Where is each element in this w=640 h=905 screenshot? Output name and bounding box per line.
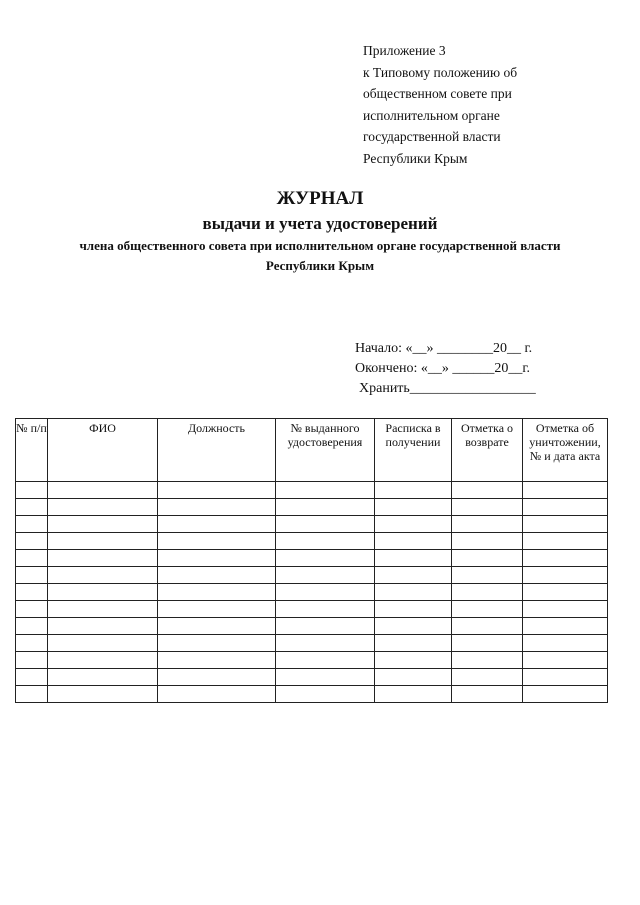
table-cell[interactable] bbox=[523, 567, 608, 584]
table-cell[interactable] bbox=[523, 618, 608, 635]
table-cell[interactable] bbox=[48, 652, 158, 669]
table-cell[interactable] bbox=[276, 516, 375, 533]
appendix-line: исполнительном органе bbox=[363, 107, 500, 123]
table-cell[interactable] bbox=[452, 567, 523, 584]
header-receipt: Расписка в получении bbox=[375, 419, 452, 482]
title-description: члена общественного совета при исполнительном органе государственной власти Республики Крым bbox=[79, 238, 561, 273]
table-cell[interactable] bbox=[48, 686, 158, 703]
table-cell[interactable] bbox=[16, 669, 48, 686]
table-cell[interactable] bbox=[375, 618, 452, 635]
table-cell[interactable] bbox=[375, 567, 452, 584]
table-cell[interactable] bbox=[276, 499, 375, 516]
table-cell[interactable] bbox=[16, 516, 48, 533]
start-date-line: Начало: «__» ________20__ г. bbox=[355, 341, 533, 356]
table-cell[interactable] bbox=[276, 567, 375, 584]
table-cell[interactable] bbox=[16, 482, 48, 499]
table-row bbox=[16, 652, 608, 669]
table-cell[interactable] bbox=[276, 601, 375, 618]
table-row bbox=[16, 550, 608, 567]
table-cell[interactable] bbox=[452, 533, 523, 550]
table-cell[interactable] bbox=[523, 652, 608, 669]
table-cell[interactable] bbox=[48, 533, 158, 550]
header-destruction: Отметка об уничтожении, № и дата акта bbox=[523, 419, 608, 482]
table-cell[interactable] bbox=[375, 516, 452, 533]
keep-line: Хранить__________________ bbox=[359, 381, 536, 396]
table-cell[interactable] bbox=[158, 669, 276, 686]
table-row bbox=[16, 533, 608, 550]
table-cell[interactable] bbox=[452, 550, 523, 567]
table-row bbox=[16, 499, 608, 516]
table-cell[interactable] bbox=[523, 669, 608, 686]
table-row bbox=[16, 618, 608, 635]
table-cell[interactable] bbox=[276, 482, 375, 499]
title-subject: выдачи и учета удостоверений bbox=[202, 214, 438, 233]
table-row bbox=[16, 635, 608, 652]
header-position: Должность bbox=[158, 419, 276, 482]
table-row bbox=[16, 584, 608, 601]
appendix-line: Республики Крым bbox=[363, 150, 468, 166]
table-cell[interactable] bbox=[276, 584, 375, 601]
table-header-row bbox=[16, 419, 608, 482]
table-cell[interactable] bbox=[16, 618, 48, 635]
table-cell[interactable] bbox=[375, 550, 452, 567]
table-cell[interactable] bbox=[16, 601, 48, 618]
appendix-note bbox=[363, 40, 517, 170]
table-cell[interactable] bbox=[48, 584, 158, 601]
table-cell[interactable] bbox=[158, 584, 276, 601]
table-cell[interactable] bbox=[48, 550, 158, 567]
table-cell[interactable] bbox=[158, 482, 276, 499]
table-cell[interactable] bbox=[158, 601, 276, 618]
table-cell[interactable] bbox=[48, 601, 158, 618]
table-cell[interactable] bbox=[16, 499, 48, 516]
table-cell[interactable] bbox=[158, 550, 276, 567]
table-cell[interactable] bbox=[523, 516, 608, 533]
table-cell[interactable] bbox=[16, 686, 48, 703]
table-cell[interactable] bbox=[276, 652, 375, 669]
table-cell[interactable] bbox=[452, 669, 523, 686]
table-cell[interactable] bbox=[523, 601, 608, 618]
header-number: № п/п bbox=[16, 419, 48, 482]
table-cell[interactable] bbox=[375, 499, 452, 516]
table-cell[interactable] bbox=[158, 567, 276, 584]
table-cell[interactable] bbox=[48, 516, 158, 533]
table-cell[interactable] bbox=[276, 686, 375, 703]
table-row bbox=[16, 567, 608, 584]
journal-table bbox=[15, 418, 608, 703]
table-cell[interactable] bbox=[16, 635, 48, 652]
table-cell[interactable] bbox=[48, 669, 158, 686]
header-return: Отметка о возврате bbox=[452, 419, 523, 482]
table-row bbox=[16, 686, 608, 703]
table-cell[interactable] bbox=[375, 669, 452, 686]
document-title bbox=[0, 186, 640, 276]
table-cell[interactable] bbox=[375, 584, 452, 601]
table-body bbox=[16, 482, 608, 703]
table-cell[interactable] bbox=[523, 499, 608, 516]
table-cell[interactable] bbox=[158, 635, 276, 652]
table-cell[interactable] bbox=[375, 533, 452, 550]
table-cell[interactable] bbox=[48, 482, 158, 499]
header-name: ФИО bbox=[48, 419, 158, 482]
table-cell[interactable] bbox=[276, 635, 375, 652]
table-row bbox=[16, 482, 608, 499]
appendix-line: к Типовому положению об bbox=[363, 64, 518, 80]
table-row bbox=[16, 601, 608, 618]
appendix-line: государственной власти bbox=[363, 129, 501, 145]
table-row bbox=[16, 669, 608, 686]
table-cell[interactable] bbox=[48, 499, 158, 516]
table-row bbox=[16, 516, 608, 533]
table-cell[interactable] bbox=[16, 533, 48, 550]
table-cell[interactable] bbox=[158, 516, 276, 533]
table-cell[interactable] bbox=[452, 652, 523, 669]
table-cell[interactable] bbox=[452, 516, 523, 533]
table-cell[interactable] bbox=[523, 550, 608, 567]
table-cell[interactable] bbox=[158, 652, 276, 669]
table-cell[interactable] bbox=[523, 635, 608, 652]
table-cell[interactable] bbox=[523, 686, 608, 703]
table-cell[interactable] bbox=[276, 669, 375, 686]
table-cell[interactable] bbox=[158, 533, 276, 550]
table-cell[interactable] bbox=[276, 618, 375, 635]
table-cell[interactable] bbox=[375, 482, 452, 499]
header-certificate-number: № выданного удостоверения bbox=[276, 419, 375, 482]
table-cell[interactable] bbox=[158, 686, 276, 703]
table-cell[interactable] bbox=[158, 499, 276, 516]
table-cell[interactable] bbox=[452, 499, 523, 516]
table-cell[interactable] bbox=[523, 533, 608, 550]
table-cell[interactable] bbox=[48, 635, 158, 652]
table-cell[interactable] bbox=[523, 584, 608, 601]
table-cell[interactable] bbox=[452, 635, 523, 652]
table-cell[interactable] bbox=[48, 618, 158, 635]
table-cell[interactable] bbox=[452, 584, 523, 601]
table-cell[interactable] bbox=[158, 618, 276, 635]
table-cell[interactable] bbox=[452, 686, 523, 703]
table-cell[interactable] bbox=[452, 618, 523, 635]
table-cell[interactable] bbox=[276, 550, 375, 567]
appendix-line: Приложение 3 bbox=[363, 43, 446, 58]
table-cell[interactable] bbox=[16, 550, 48, 567]
journal-meta bbox=[355, 339, 536, 399]
table-cell[interactable] bbox=[16, 567, 48, 584]
table-cell[interactable] bbox=[48, 567, 158, 584]
table-cell[interactable] bbox=[523, 482, 608, 499]
table-cell[interactable] bbox=[276, 533, 375, 550]
table-cell[interactable] bbox=[375, 635, 452, 652]
table-cell[interactable] bbox=[375, 686, 452, 703]
table-cell[interactable] bbox=[375, 601, 452, 618]
table-cell[interactable] bbox=[452, 482, 523, 499]
table-cell[interactable] bbox=[16, 584, 48, 601]
appendix-line: общественном совете при bbox=[363, 86, 512, 102]
end-date-line: Окончено: «__» ______20__г. bbox=[355, 361, 530, 376]
table-cell[interactable] bbox=[375, 652, 452, 669]
table-cell[interactable] bbox=[452, 601, 523, 618]
table-cell[interactable] bbox=[16, 652, 48, 669]
title-journal: ЖУРНАЛ bbox=[276, 188, 364, 209]
